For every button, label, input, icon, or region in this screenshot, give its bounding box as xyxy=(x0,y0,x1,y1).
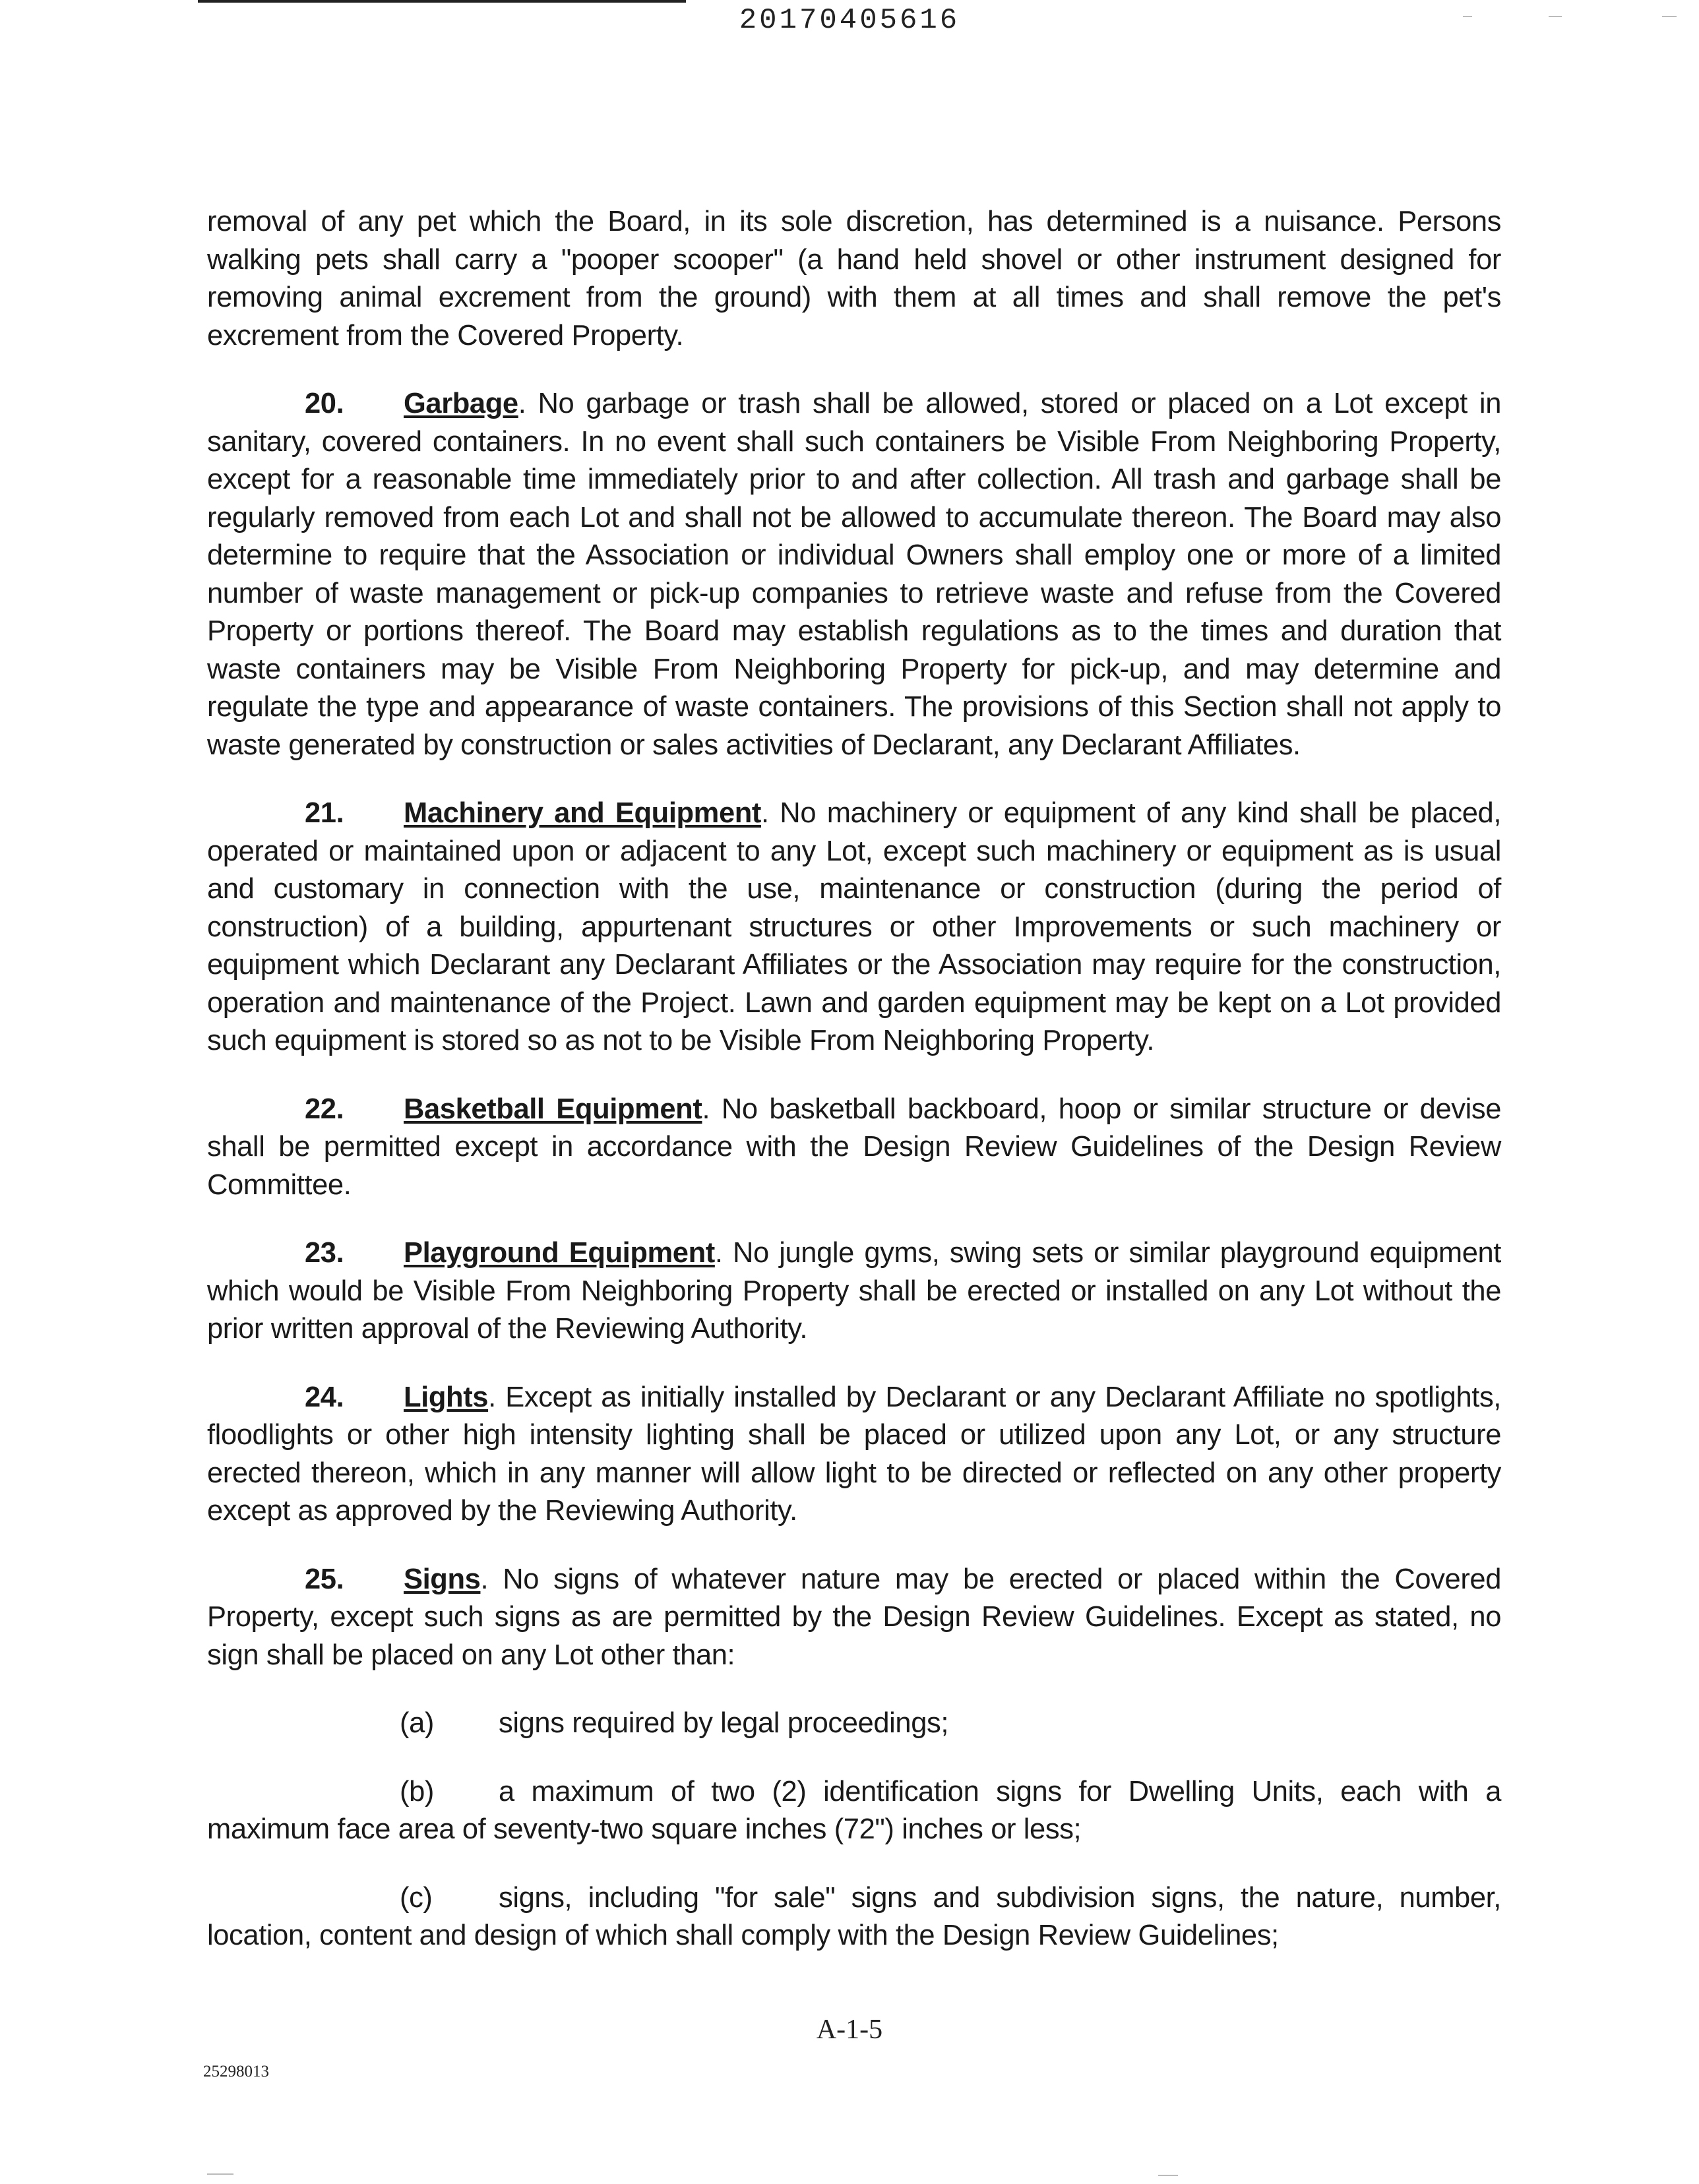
top-rule xyxy=(198,0,686,3)
sub-item-label: (b) xyxy=(400,1775,434,1807)
section-24-lights xyxy=(207,1379,1501,1531)
sub-item-text: signs, including "for sale" signs and subdivision signs, the nature, number, location, content and design of which shall comply with the Design Review Guidelines; xyxy=(207,1881,1501,1951)
section-number: 22. xyxy=(305,1093,344,1125)
sub-item-a xyxy=(207,1705,1501,1743)
section-23-playground xyxy=(207,1234,1501,1349)
section-number: 23. xyxy=(305,1237,344,1269)
sub-item-text: signs required by legal proceedings; xyxy=(499,1707,949,1739)
sub-item-label: (c) xyxy=(400,1881,433,1914)
section-25-signs xyxy=(207,1561,1501,1675)
section-21-machinery xyxy=(207,795,1501,1060)
sub-item-text: a maximum of two (2) identification signs for Dwelling Units, each with a maximum face area of seventy-two square inches (72") inches or less; xyxy=(207,1775,1501,1845)
section-text: . No signs of whatever nature may be erected or placed within the Covered Property, except such signs as are permitted by the Design Review Guidelines. Except as stated, no sign shall be placed on any Lot other than: xyxy=(207,1563,1501,1671)
section-title: Garbage xyxy=(404,388,518,419)
section-title: Basketball Equipment xyxy=(404,1093,702,1125)
section-22-basketball xyxy=(207,1091,1501,1205)
document-body xyxy=(207,203,1501,1986)
section-text: . Except as initially installed by Declarant or any Declarant Affiliate no spotlights, floodlights or other high intensity lighting shall be placed or utilized upon any Lot, or any structure erected thereon, which in any manner will allow light to be directed or reflected on any other property except as approved by the Reviewing Authority. xyxy=(207,1381,1501,1527)
section-20-garbage xyxy=(207,385,1501,764)
section-text: . No machinery or equipment of any kind shall be placed, operated or maintained upon or adjacent to any Lot, except such machinery or equipment as is usual and customary in connection with the use, maintenance or construction (during the period of construction) of a building, appurtenant structures or other Improvements or such machinery or equipment which Declarant any Declarant Affiliates or the Association may require for the construction, operation and maintenance of the Project. Lawn and garden equipment may be kept on a Lot provided such equipment is stored so as not to be Visible From Neighboring Property. xyxy=(207,797,1502,1056)
sub-item-c xyxy=(207,1879,1501,1955)
section-number: 20. xyxy=(305,388,344,419)
section-title: Lights xyxy=(404,1381,489,1413)
section-title: Machinery and Equipment xyxy=(404,797,762,829)
document-number: 20170405616 xyxy=(739,4,960,37)
sub-item-b xyxy=(207,1773,1501,1849)
section-text: . No garbage or trash shall be allowed, stored or placed on a Lot except in sanitary, covered containers. In no event shall such containers be Visible From Neighboring Property, except for a reasonable time immediately prior to and after collection. All trash and garbage shall be regularly removed from each Lot and shall not be allowed to accumulate thereon. The Board may also determine to require that the Association or individual Owners shall employ one or more of a limited number of waste management or pick-up companies to retrieve waste and refuse from the Covered Property or portions thereof. The Board may establish regulations as to the times and duration that waste containers may be Visible From Neighboring Property for pick-up, and may determine and regulate the type and appearance of waste containers. The provisions of this Section shall not apply to waste generated by construction or sales activities of Declarant, any Declarant Affiliates. xyxy=(207,388,1501,761)
footer-document-id: 25298013 xyxy=(203,2063,269,2080)
section-number: 21. xyxy=(305,797,344,829)
sub-item-label: (a) xyxy=(400,1707,434,1739)
section-title: Signs xyxy=(404,1563,481,1595)
scan-mark xyxy=(1662,16,1677,17)
section-text: . No basketball backboard, hoop or similar structure or devise shall be permitted except in accordance with the Design Review Guidelines of the Design Review Committee. xyxy=(207,1093,1501,1201)
scan-mark xyxy=(1549,16,1562,17)
paragraph-continued: removal of any pet which the Board, in its sole discretion, has determined is a nuisance. Persons walking pets shall carry a "pooper scooper" (a hand held shovel or other instrument designed for removing animal excrement from the ground) with them at all times and shall remove the pet's excrement from the Covered Property. xyxy=(207,206,1501,351)
section-text: . No jungle gyms, swing sets or similar playground equipment which would be Visible From Neighboring Property shall be erected or installed on any Lot without the prior written approval of the Reviewing Authority. xyxy=(207,1237,1501,1345)
section-number: 24. xyxy=(305,1381,344,1413)
page-number: A-1-5 xyxy=(816,2015,883,2045)
scan-mark xyxy=(207,2173,233,2175)
scan-mark xyxy=(1158,2175,1178,2176)
scan-mark xyxy=(1463,16,1472,17)
section-title: Playground Equipment xyxy=(404,1237,715,1269)
section-number: 25. xyxy=(305,1563,344,1595)
